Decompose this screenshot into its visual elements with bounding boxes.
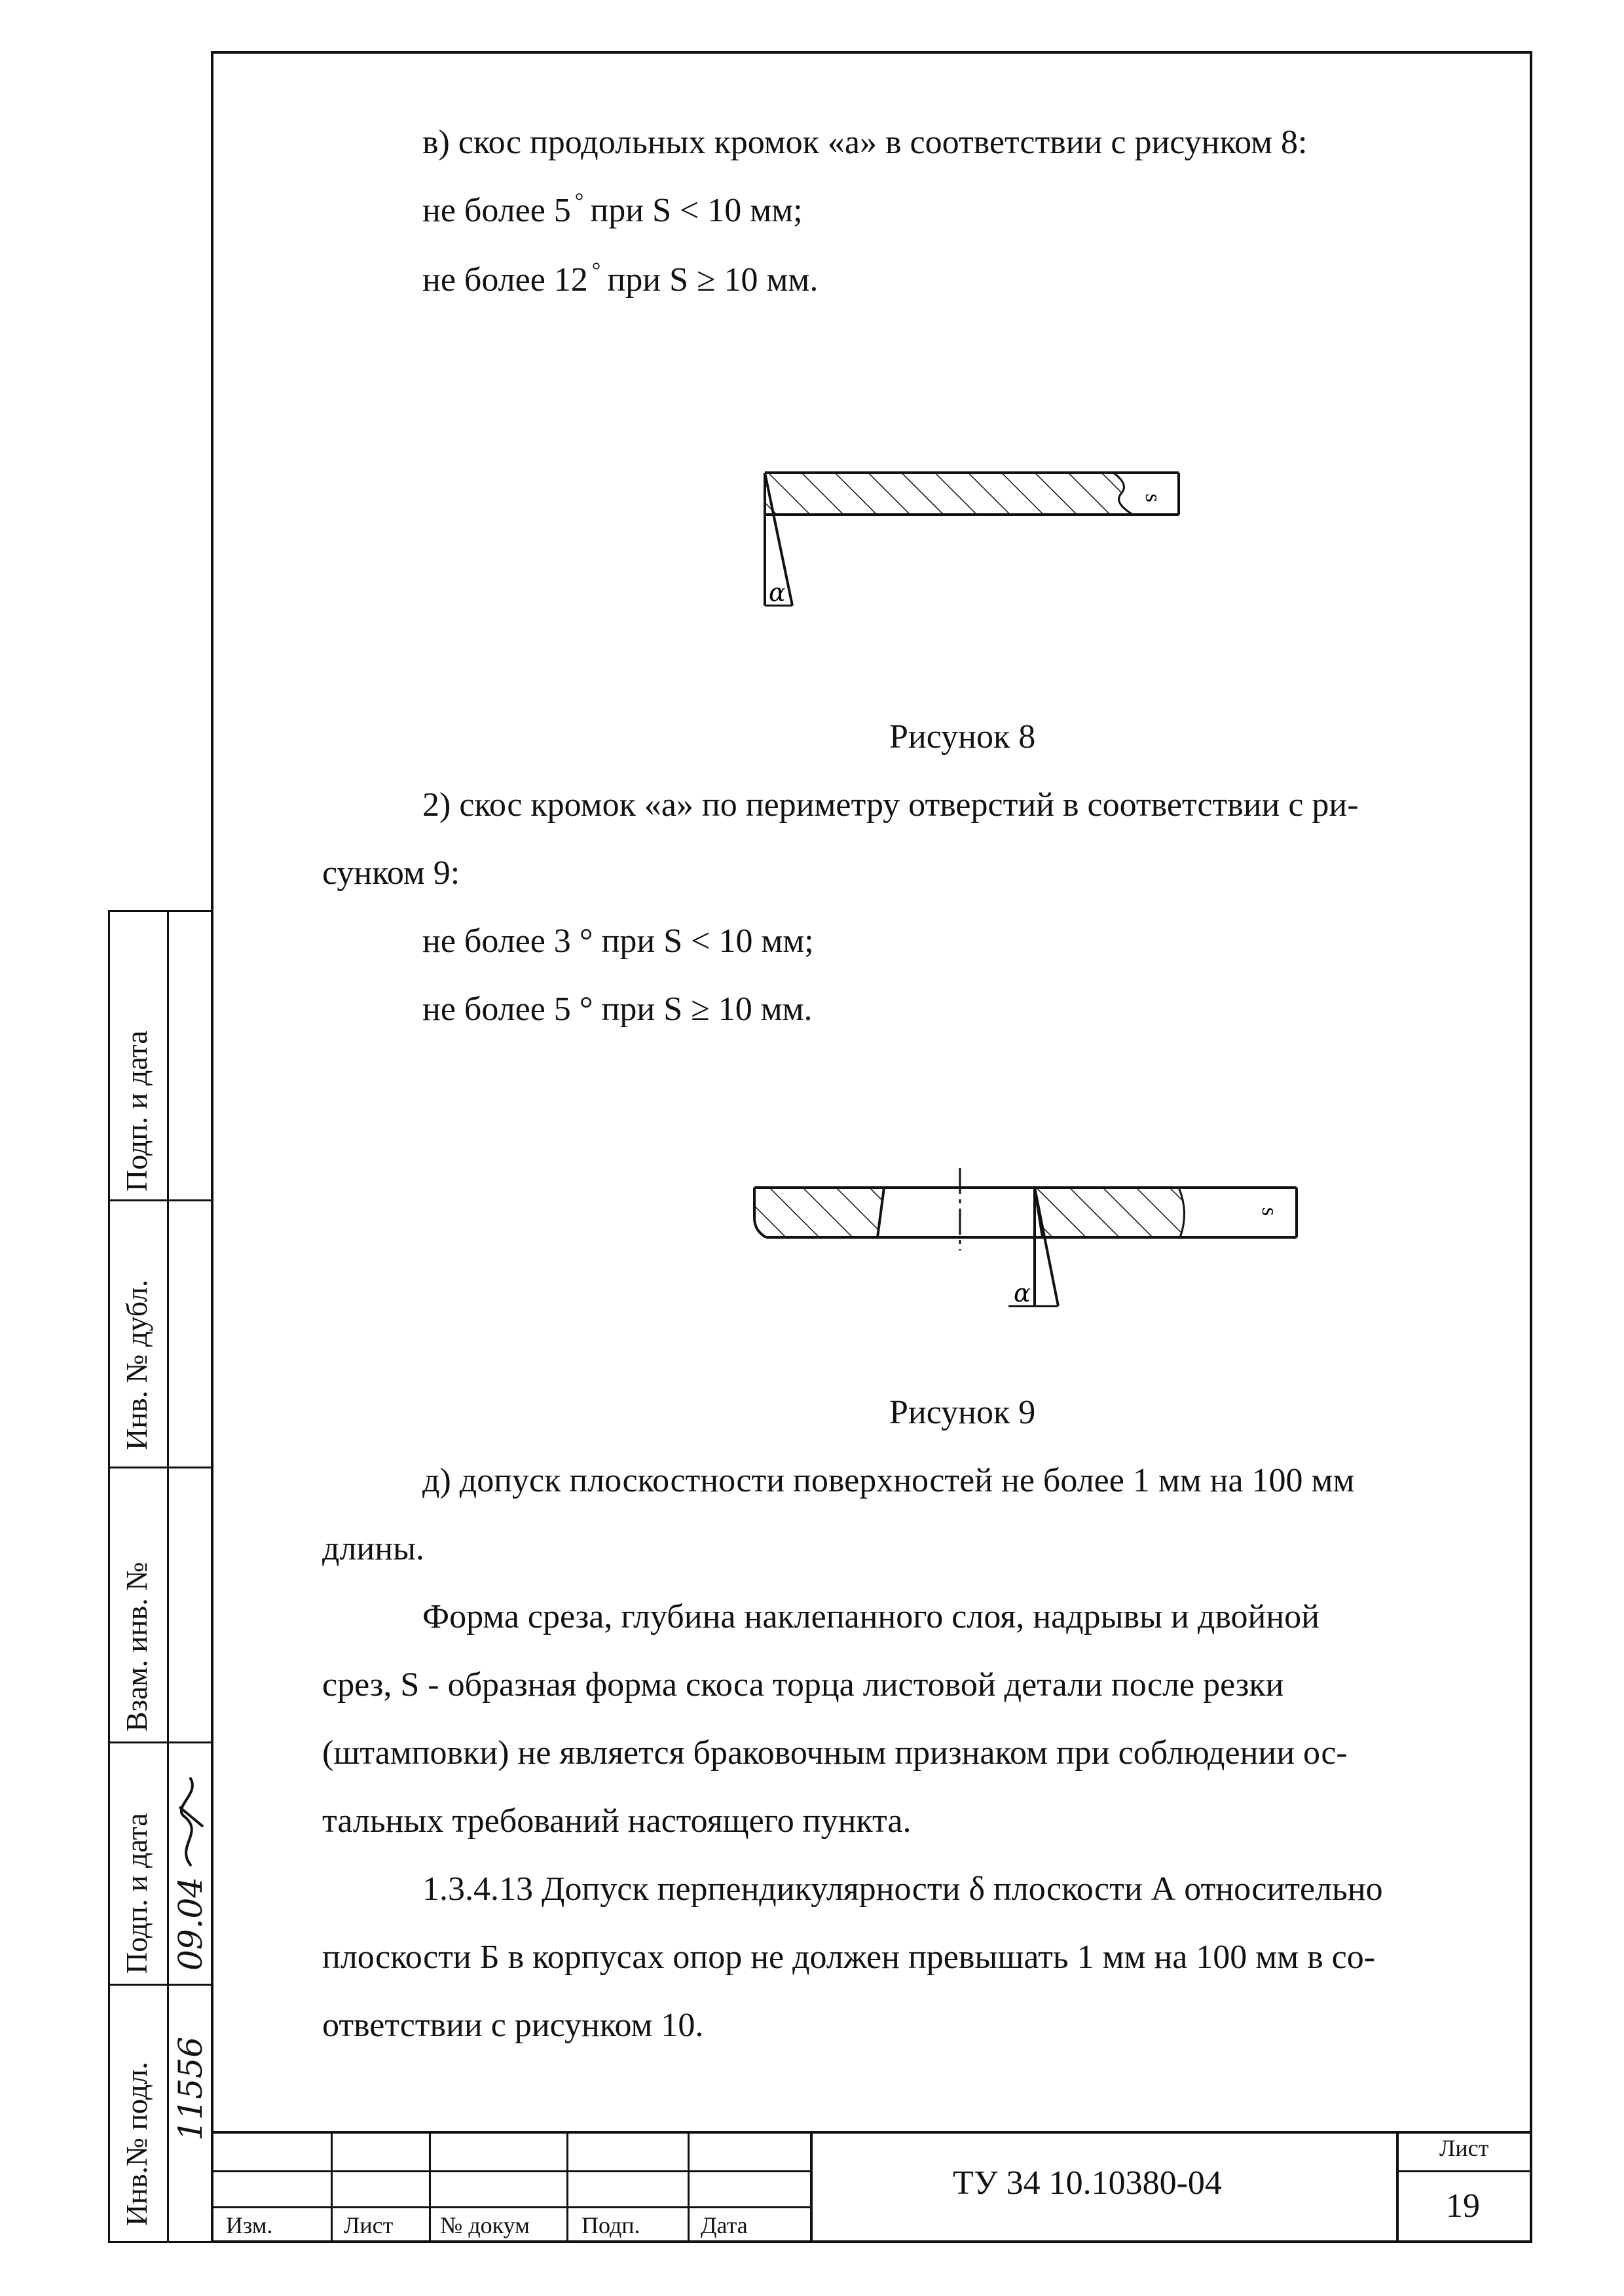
- text-forma-4: тальных требований настоящего пункта.: [322, 1802, 912, 1840]
- fig8-s-label: s: [1141, 494, 1165, 503]
- text-line-21: не более 3 ° при S < 10 мм;: [422, 922, 814, 960]
- text-line-v2-a: не более 12: [422, 261, 588, 299]
- text-line-v1-b: при S < 10 мм;: [590, 192, 803, 229]
- fig9-hatched-right: [1035, 1188, 1192, 1237]
- text-line-v2-b: при S ≥ 10 мм.: [607, 261, 819, 299]
- fig8-hatched-plate: [765, 473, 1138, 515]
- text-line-v1: [422, 191, 803, 234]
- side-label-inv-podl: Инв.№ подл.: [120, 2062, 153, 2226]
- text-1313-1: 1.3.4.13 Допуск перпендикулярности δ плоскости А относительно: [422, 1870, 1383, 1908]
- title-block-no-dokum: № докум: [440, 2212, 530, 2238]
- side-label-vzam-inv: Взам. инв. №: [120, 1561, 153, 1732]
- side-label-podp-data-bottom: Подп. и дата: [120, 1813, 153, 1974]
- text-forma-3: (штамповки) не является браковочным признаком при соблюдении ос-: [322, 1734, 1348, 1772]
- figure-8-drawing: [747, 452, 1192, 622]
- page-frame: [211, 51, 1532, 2243]
- text-1313-3: ответствии с рисунком 10.: [322, 2007, 704, 2044]
- fig9-hatched-left: [754, 1188, 885, 1237]
- text-forma-2: срез, S - образная форма скоса торца листовой детали после резки: [322, 1666, 1284, 1704]
- fig9-s-label: s: [1257, 1207, 1282, 1216]
- text-forma-1: Форма среза, глубина наклепанного слоя, надрывы и двойной: [422, 1598, 1320, 1635]
- figure-9-drawing: [747, 1165, 1310, 1322]
- sheet-number: 19: [1446, 2187, 1480, 2225]
- title-block-list: Лист: [344, 2212, 394, 2238]
- text-line-v2: [422, 261, 818, 304]
- text-line-da: д) допуск плоскостности поверхностей не более 1 мм на 100 мм: [422, 1462, 1355, 1499]
- sheet-label: Лист: [1439, 2135, 1489, 2161]
- text-line-db: длины.: [322, 1530, 424, 1567]
- title-block-data: Дата: [701, 2212, 748, 2238]
- title-block-podp: Подп.: [581, 2212, 640, 2238]
- side-label-podp-data-top: Подп. и дата: [120, 1030, 153, 1192]
- signature-mark: [172, 1768, 211, 1872]
- figure-9-caption: Рисунок 9: [889, 1394, 1036, 1431]
- fig9-alpha-label: α: [1014, 1279, 1031, 1307]
- handwritten-signature-date: 09.04: [172, 1876, 210, 1971]
- title-block-izm: Изм.: [226, 2212, 273, 2238]
- side-label-inv-dubl: Инв. № дубл.: [120, 1279, 153, 1450]
- handwritten-inv-podl-number: 11556: [172, 2036, 210, 2141]
- text-line-2a: 2) скос кромок «а» по периметру отверстий в соответствии с ри-: [422, 786, 1359, 824]
- text-line-v1-a: не более 5: [422, 192, 571, 229]
- text-line-2b: сунком 9:: [322, 854, 460, 892]
- degree-sign: °: [574, 189, 584, 213]
- degree-sign: °: [591, 259, 601, 283]
- text-line-v: в) скос продольных кромок «а» в соответствии с рисунком 8:: [422, 124, 1308, 161]
- fig8-alpha-label: α: [769, 578, 786, 607]
- text-1313-2: плоскости Б в корпусах опор не должен превышать 1 мм на 100 мм в со-: [322, 1939, 1376, 1976]
- figure-8-caption: Рисунок 8: [889, 718, 1036, 756]
- document-code: ТУ 34 10.10380-04: [953, 2164, 1222, 2202]
- text-line-22: не более 5 ° при S ≥ 10 мм.: [422, 991, 813, 1028]
